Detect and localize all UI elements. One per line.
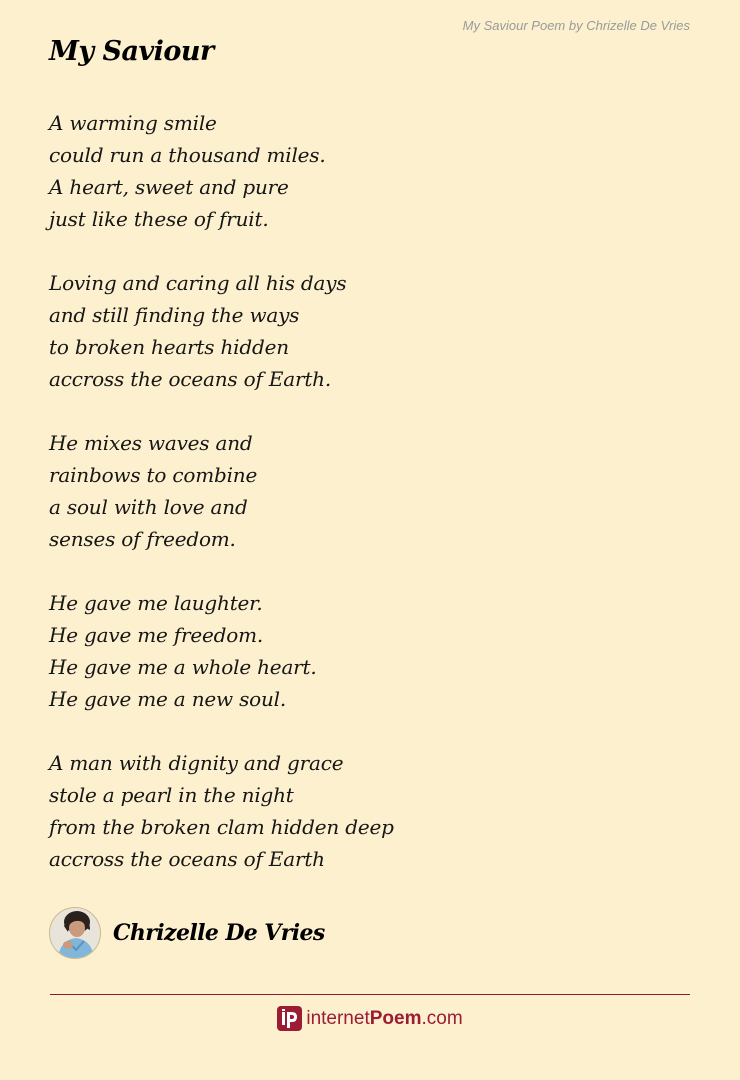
author-avatar[interactable]	[49, 907, 101, 959]
poem-line: He gave me a whole heart.	[49, 655, 317, 679]
brand-part-poem: Poem	[369, 1007, 422, 1029]
poem-body	[49, 107, 689, 907]
poem-line: A man with dignity and grace	[49, 751, 344, 775]
poem-stanza	[49, 267, 689, 395]
poem-line: He gave me a new soul.	[49, 687, 287, 711]
header-credit: My Saviour Poem by Chrizelle De Vries	[462, 18, 690, 33]
logo-glyph-icon	[280, 1009, 299, 1028]
poem-line: senses of freedom.	[49, 527, 236, 551]
poem-line: rainbows to combine	[49, 463, 258, 487]
footer-divider	[50, 994, 690, 995]
poem-line: accross the oceans of Earth.	[49, 367, 331, 391]
poem-line: could run a thousand miles.	[49, 143, 326, 167]
poem-line: He mixes waves and	[49, 431, 253, 455]
avatar-portrait-icon	[50, 908, 100, 958]
poem-line: just like these of fruit.	[49, 207, 269, 231]
poem-stanza	[49, 107, 689, 235]
poem-line: A heart, sweet and pure	[49, 175, 289, 199]
poem-stanza	[49, 427, 689, 555]
poem-line: a soul with love and	[49, 495, 248, 519]
poem-title: My Saviour	[49, 36, 214, 67]
brand-part-com: .com	[421, 1007, 463, 1029]
poem-line: He gave me laughter.	[49, 591, 263, 615]
author-name[interactable]: Chrizelle De Vries	[113, 920, 325, 946]
internetpoem-logo-icon	[277, 1006, 302, 1031]
poem-line: accross the oceans of Earth	[49, 847, 325, 871]
poem-line: stole a pearl in the night	[49, 783, 294, 807]
poem-line: to broken hearts hidden	[49, 335, 289, 359]
brand-part-internet: internet	[306, 1007, 370, 1029]
poem-line: Loving and caring all his days	[49, 271, 347, 295]
poem-line: He gave me freedom.	[49, 623, 264, 647]
poem-line: A warming smile	[49, 111, 217, 135]
poem-stanza	[49, 747, 689, 875]
poem-line: and still finding the ways	[49, 303, 300, 327]
author-row	[49, 907, 325, 959]
brand-wordmark	[306, 1008, 462, 1030]
poem-line: from the broken clam hidden deep	[49, 815, 394, 839]
poem-stanza	[49, 587, 689, 715]
footer-brand-link[interactable]	[0, 1006, 740, 1031]
